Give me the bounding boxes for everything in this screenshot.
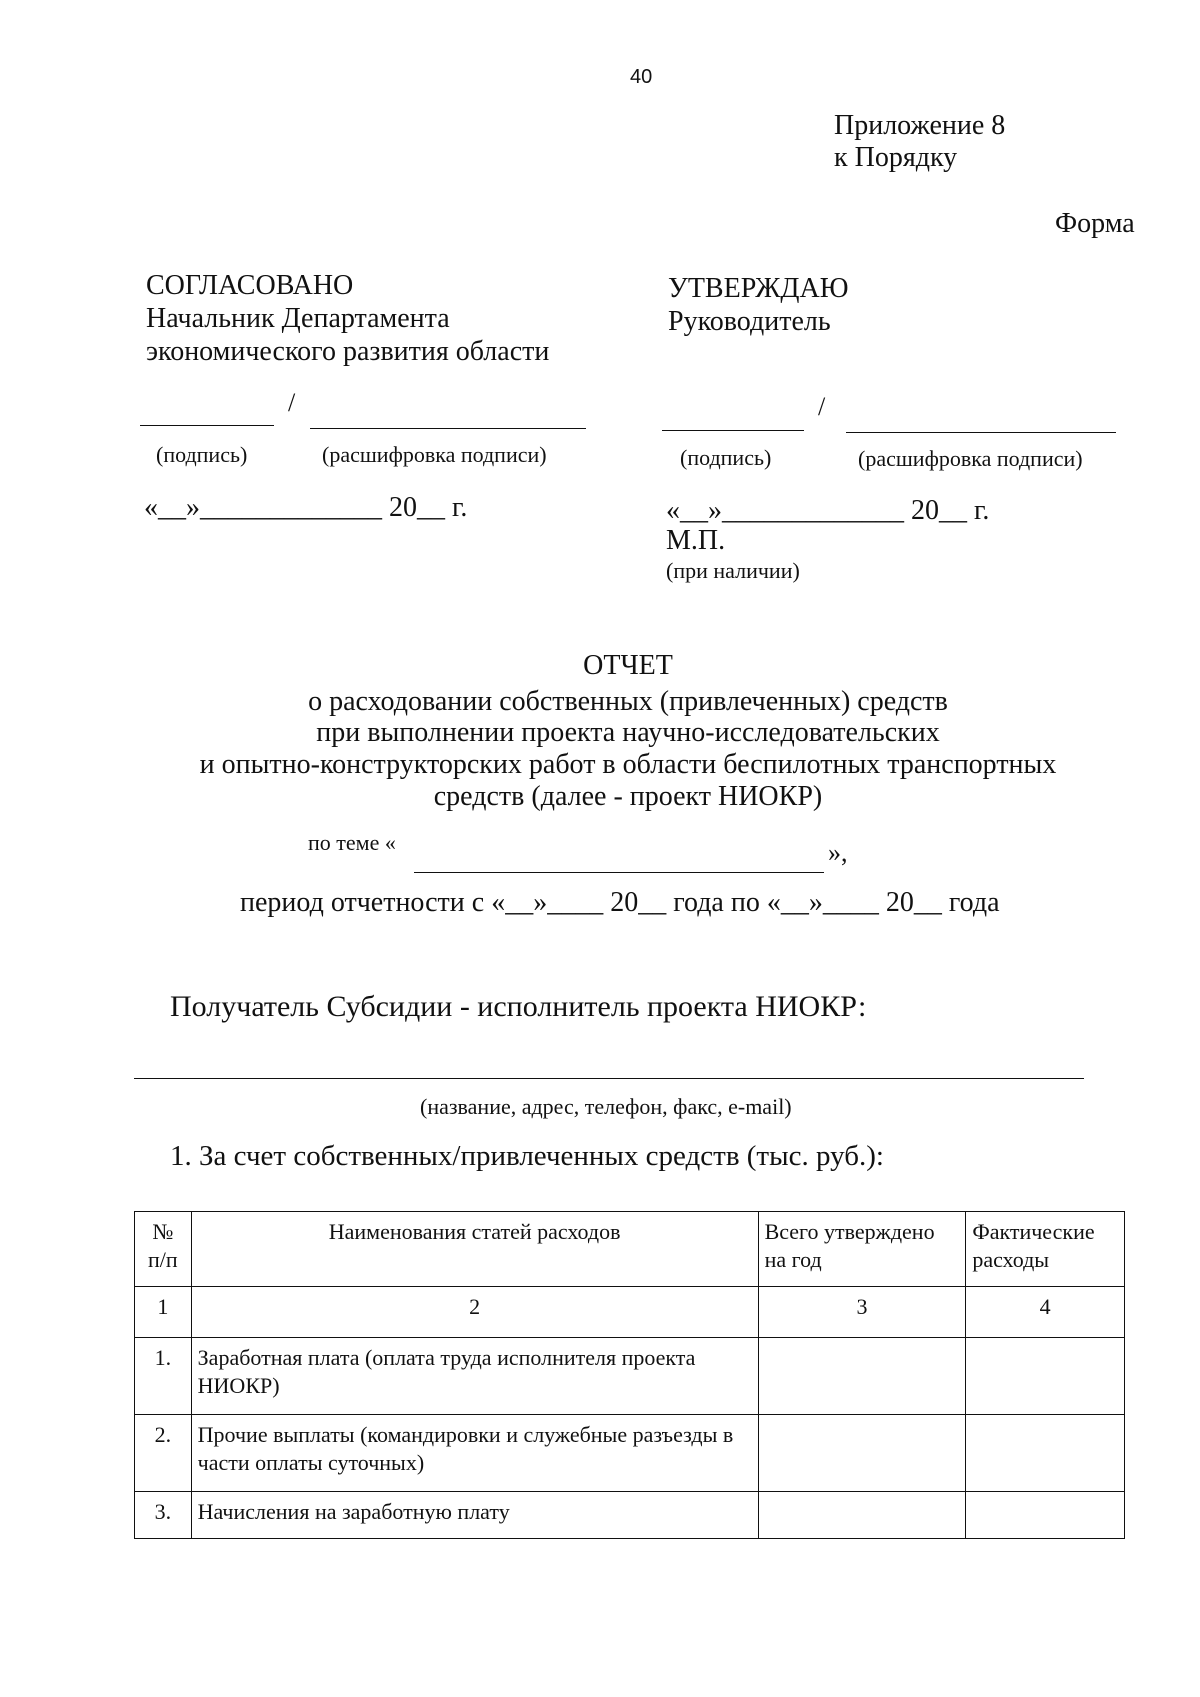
stamp-note: (при наличии) bbox=[666, 558, 800, 583]
agreed-signature-caption: (подпись) bbox=[156, 442, 248, 467]
agreed-position-line-2: экономического развития области bbox=[146, 336, 550, 367]
report-subtitle-line-4: средств (далее - проект НИОКР) bbox=[433, 781, 823, 812]
table-header-row bbox=[135, 1212, 1125, 1287]
header-num: № п/п bbox=[135, 1212, 192, 1287]
col-number-3: 3 bbox=[758, 1287, 966, 1338]
section-1-title: 1. За счет собственных/привлеченных средств (тыс. руб.): bbox=[170, 1140, 884, 1172]
agreed-signature-line[interactable] bbox=[140, 425, 274, 426]
report-subtitle-line-2: при выполнении проекта научно-исследовательских bbox=[316, 717, 940, 748]
recipient-label: Получатель Субсидии - исполнитель проекта НИОКР: bbox=[170, 990, 867, 1023]
table-row bbox=[135, 1492, 1125, 1539]
row-actual-cell[interactable] bbox=[966, 1415, 1125, 1492]
agreed-heading: СОГЛАСОВАНО bbox=[146, 270, 354, 301]
header-approved: Всего утверждено на год bbox=[758, 1212, 966, 1287]
report-subtitle-line-3: и опытно-конструкторских работ в области беспилотных транспортных bbox=[199, 749, 1057, 780]
approve-signature-line[interactable] bbox=[662, 430, 804, 431]
stamp-label: М.П. bbox=[666, 525, 726, 556]
agreed-date-line[interactable]: «__»_____________ 20__ г. bbox=[144, 492, 468, 523]
table-row bbox=[135, 1338, 1125, 1415]
table-row bbox=[135, 1415, 1125, 1492]
theme-prefix: по теме « bbox=[308, 830, 396, 855]
agreed-slash: / bbox=[288, 388, 296, 417]
appendix-line-1: Приложение 8 bbox=[834, 110, 1006, 141]
approve-decode-caption: (расшифровка подписи) bbox=[858, 446, 1083, 471]
page-number: 40 bbox=[630, 66, 653, 88]
approve-heading: УТВЕРЖДАЮ bbox=[668, 273, 849, 304]
report-title: ОТЧЕТ bbox=[583, 650, 673, 681]
row-name: Начисления на заработную плату bbox=[191, 1492, 758, 1539]
approve-date-line[interactable]: «__»_____________ 20__ г. bbox=[666, 495, 990, 526]
header-actual: Фактические расходы bbox=[966, 1212, 1125, 1287]
row-approved-cell[interactable] bbox=[758, 1415, 966, 1492]
recipient-caption: (название, адрес, телефон, факс, e-mail) bbox=[420, 1094, 792, 1119]
expenses-table bbox=[134, 1211, 1125, 1539]
approve-signature-caption: (подпись) bbox=[680, 445, 772, 470]
row-actual-cell[interactable] bbox=[966, 1338, 1125, 1415]
row-actual-cell[interactable] bbox=[966, 1492, 1125, 1539]
row-name: Прочие выплаты (командировки и служебные разъезды в части оплаты суточных) bbox=[191, 1415, 758, 1492]
agreed-decode-caption: (расшифровка подписи) bbox=[322, 442, 547, 467]
row-num: 2. bbox=[135, 1415, 192, 1492]
row-num: 1. bbox=[135, 1338, 192, 1415]
row-name: Заработная плата (оплата труда исполнителя проекта НИОКР) bbox=[191, 1338, 758, 1415]
approve-slash: / bbox=[818, 392, 826, 421]
row-approved-cell[interactable] bbox=[758, 1492, 966, 1539]
agreed-decode-line[interactable] bbox=[310, 428, 586, 429]
row-num: 3. bbox=[135, 1492, 192, 1539]
reporting-period[interactable]: период отчетности с «__»____ 20__ года по «__»____ 20__ года bbox=[240, 887, 1000, 918]
approve-decode-line[interactable] bbox=[846, 432, 1116, 433]
header-name: Наименования статей расходов bbox=[191, 1212, 758, 1287]
col-number-1: 1 bbox=[135, 1287, 192, 1338]
table-column-number-row bbox=[135, 1287, 1125, 1338]
row-approved-cell[interactable] bbox=[758, 1338, 966, 1415]
agreed-position-line-1: Начальник Департамента bbox=[146, 303, 450, 334]
approve-position-line: Руководитель bbox=[668, 306, 831, 337]
theme-input-line[interactable] bbox=[414, 872, 824, 873]
recipient-input-line[interactable] bbox=[134, 1078, 1084, 1079]
theme-suffix: », bbox=[828, 838, 848, 867]
form-label: Форма bbox=[1055, 208, 1135, 239]
col-number-2: 2 bbox=[191, 1287, 758, 1338]
appendix-line-2: к Порядку bbox=[834, 142, 958, 173]
report-subtitle-line-1: о расходовании собственных (привлеченных) средств bbox=[308, 686, 948, 717]
col-number-4: 4 bbox=[966, 1287, 1125, 1338]
